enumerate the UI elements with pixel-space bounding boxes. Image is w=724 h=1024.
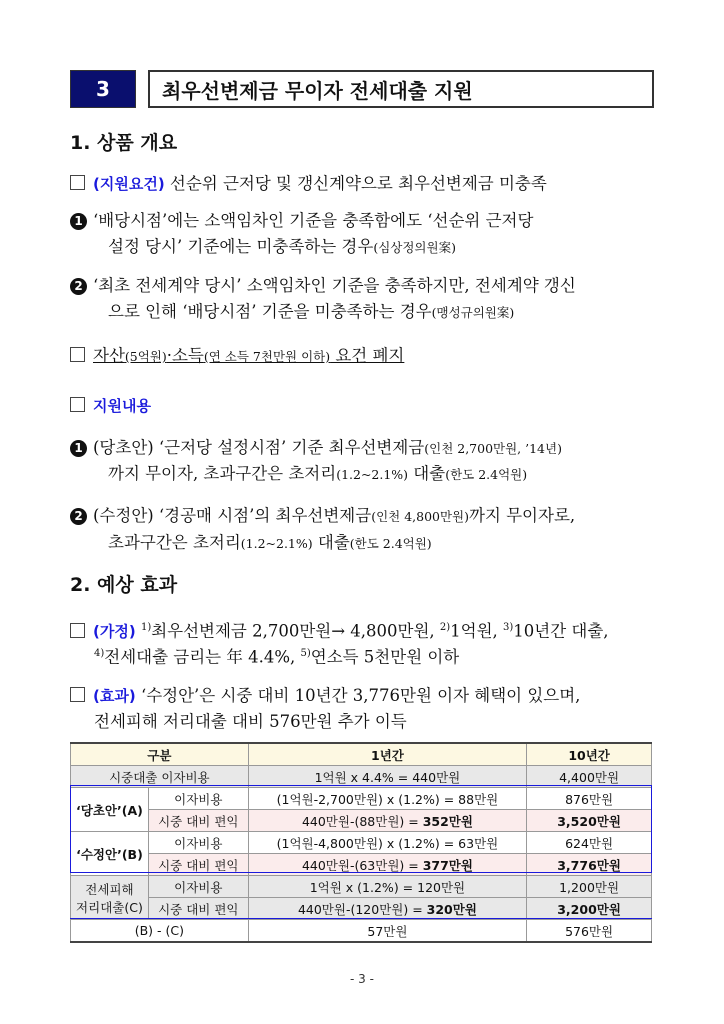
requirement-item-2: 2 ‘최초 전세계약 당시’ 소액임차인 기준을 충족하지만, 전세계약 갱신	[70, 270, 660, 302]
assumption-line-cont: $^{4)}$전세대출 금리는 年 4.4%, $^{5)}$연소득 5천만원 이하	[94, 647, 460, 667]
table-row: (B) - (C) 57만원 576만원	[71, 920, 652, 943]
header-1year: 1년간	[248, 743, 526, 766]
header-category: 구분	[71, 743, 249, 766]
table-row: 시중 대비 편익 440만원-(88만원) = 352만원 3,520만원	[71, 810, 652, 832]
numbered-circle-icon: 2	[70, 278, 87, 295]
table-row: 시중대출 이자비용 1억원 x 4.4% = 440만원 4,400만원	[71, 766, 652, 788]
table-row: 전세피해 저리대출(C) 이자비용 1억원 x (1.2%) = 120만원 1,200만원	[71, 876, 652, 898]
requirement-item-2-cont: 으로 인해 ‘배당시점’ 기준을 미충족하는 경우(맹성규의원案)	[108, 302, 515, 321]
support-item-1: 1 (당초안) ‘근저당 설정시점’ 기준 최우선변제금(인천 2,700만원, ’14년)	[70, 432, 660, 465]
support-item-1-cont: 까지 무이자, 초과구간은 초저리(1.2~2.1%) 대출(한도 2.4억원)	[108, 464, 528, 483]
heading-product-overview: 1. 상품 개요	[70, 132, 178, 154]
table-row: 시중 대비 편익 440만원-(120만원) = 320만원 3,200만원	[71, 898, 652, 920]
requirement-line: (지원요건) 선순위 근저당 및 갱신계약으로 최우선변제금 미충족	[70, 168, 660, 200]
requirement-item-1: 1 ‘배당시점’에는 소액임차인 기준을 충족함에도 ‘선순위 근저당	[70, 205, 660, 237]
checkbox-icon	[70, 175, 85, 190]
requirement-item-1-cont: 설정 당시’ 기준에는 미충족하는 경우(심상정의원案)	[108, 237, 456, 256]
assumption-line: (가정) $^{1)}$최우선변제금 2,700만원→ 4,800만원, $^{2)}$1억원, $^{3)}$10년간 대출,	[70, 612, 660, 648]
comparison-table	[70, 742, 652, 943]
section-number: 3	[70, 70, 136, 108]
checkbox-icon	[70, 687, 85, 702]
checkbox-icon	[70, 347, 85, 362]
numbered-circle-icon: 1	[70, 213, 87, 230]
checkbox-icon	[70, 397, 85, 412]
support-item-2-cont: 초과구간은 초저리(1.2~2.1%) 대출(한도 2.4억원)	[108, 533, 432, 552]
table-row: 시중 대비 편익 440만원-(63만원) = 377만원 3,776만원	[71, 854, 652, 876]
section-title-text: 최우선변제금 무이자 전세대출 지원	[148, 70, 654, 108]
support-heading: 지원내용	[70, 390, 660, 422]
highlight-line	[70, 918, 652, 919]
section-title	[70, 70, 654, 108]
effect-line-cont: 전세피해 저리대출 대비 576만원 추가 이득	[94, 712, 407, 731]
numbered-circle-icon: 2	[70, 508, 87, 525]
numbered-circle-icon: 1	[70, 440, 87, 457]
table-row: ‘당초안’(A) 이자비용 (1억원-2,700만원) x (1.2%) = 88만원 876만원	[71, 788, 652, 810]
table-row: ‘수정안’(B) 이자비용 (1억원-4,800만원) x (1.2%) = 63만원 624만원	[71, 832, 652, 854]
checkbox-icon	[70, 623, 85, 638]
effect-line: (효과) ‘수정안’은 시중 대비 10년간 3,776만원 이자 혜택이 있으며,	[70, 680, 660, 712]
abolish-line: 자산(5억원)·소득(연 소득 7천만원 이하) 요건 폐지	[70, 340, 660, 373]
heading-expected-effect: 2. 예상 효과	[70, 574, 178, 596]
table-header-row	[71, 743, 652, 766]
header-10year: 10년간	[527, 743, 652, 766]
support-item-2: 2 (수정안) ‘경공매 시점’의 최우선변제금(인천 4,800만원)까지 무이자로,	[70, 500, 660, 533]
page-number: - 3 -	[350, 972, 374, 986]
